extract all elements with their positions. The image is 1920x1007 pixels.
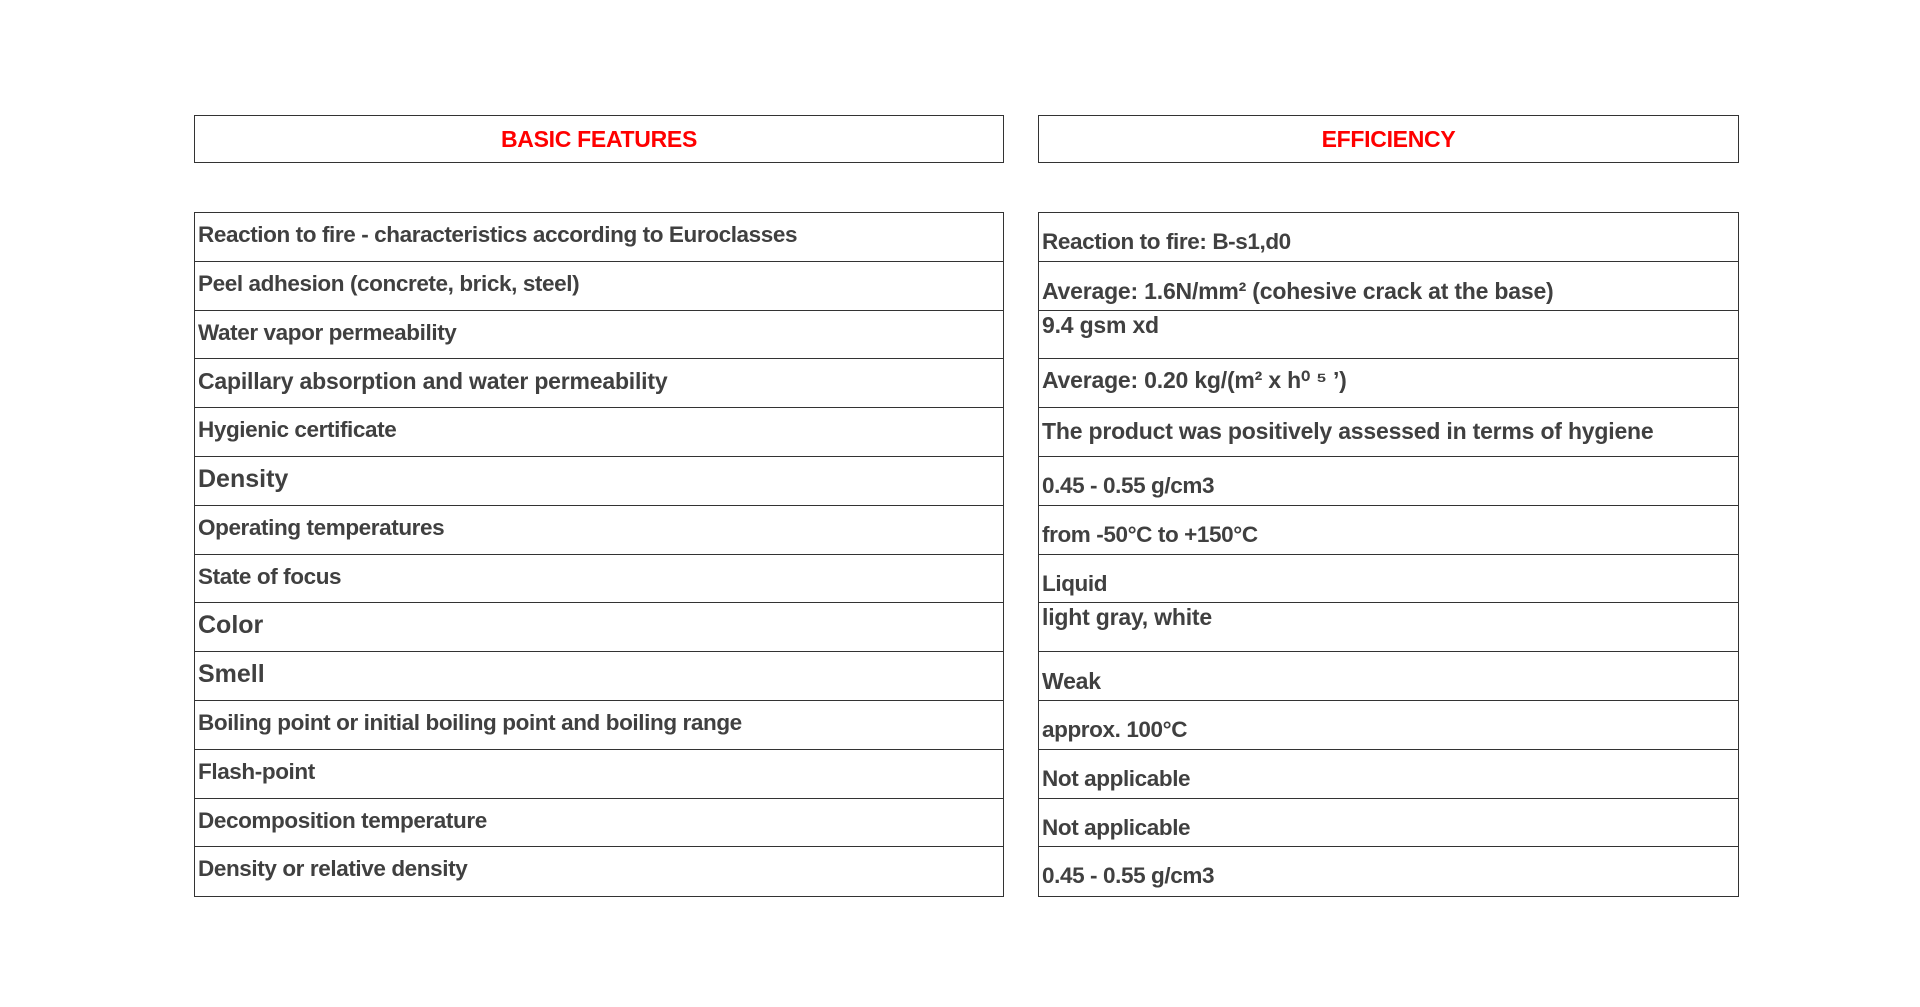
efficiency-row	[1039, 262, 1738, 311]
efficiency-row	[1039, 847, 1738, 896]
efficiency-row	[1039, 359, 1738, 408]
efficiency-cell: Average: 1.6N/mm² (cohesive crack at the base)	[1042, 277, 1554, 304]
feature-row	[195, 555, 1003, 604]
feature-cell: State of focus	[198, 563, 342, 589]
feature-row	[195, 213, 1003, 262]
efficiency-cell: Reaction to fire: B-s1,d0	[1042, 229, 1291, 254]
feature-cell: Capillary absorption and water permeability	[198, 368, 668, 395]
feature-row	[195, 603, 1003, 652]
efficiency-cell: 0.45 - 0.55 g/cm3	[1042, 863, 1215, 889]
feature-row	[195, 652, 1003, 701]
feature-cell: Boiling point or initial boiling point and boiling range	[198, 709, 742, 735]
efficiency-row	[1039, 701, 1738, 750]
feature-row	[195, 262, 1003, 311]
efficiency-row	[1039, 213, 1738, 262]
efficiency-row	[1039, 311, 1738, 360]
feature-row	[195, 408, 1003, 457]
feature-cell: Water vapor permeability	[198, 319, 457, 345]
feature-cell: Operating temperatures	[198, 514, 445, 540]
efficiency-cell: from -50°C to +150°C	[1042, 521, 1258, 547]
efficiency-row	[1039, 408, 1738, 457]
feature-cell: Color	[198, 611, 264, 640]
feature-cell: Hygienic certificate	[198, 417, 397, 443]
feature-row	[195, 799, 1003, 848]
efficiency-row	[1039, 555, 1738, 604]
basic-features-header	[194, 115, 1004, 163]
efficiency-cell: Liquid	[1042, 570, 1108, 596]
feature-cell: Density	[198, 464, 289, 493]
efficiency-cell: 0.45 - 0.55 g/cm3	[1042, 472, 1215, 498]
efficiency-cell: light gray, white	[1042, 604, 1212, 631]
efficiency-row	[1039, 603, 1738, 652]
feature-cell: Flash-point	[198, 758, 315, 784]
feature-cell: Decomposition temperature	[198, 807, 487, 833]
feature-cell: Smell	[198, 660, 265, 689]
feature-cell: Reaction to fire - characteristics according to Euroclasses	[198, 222, 798, 247]
efficiency-cell: 9.4 gsm xd	[1042, 311, 1159, 338]
efficiency-cell: Not applicable	[1042, 765, 1191, 791]
feature-row	[195, 359, 1003, 408]
basic-features-title: BASIC FEATURES	[501, 125, 697, 152]
efficiency-row	[1039, 750, 1738, 799]
efficiency-row	[1039, 457, 1738, 506]
features-table	[194, 212, 1004, 897]
feature-row	[195, 506, 1003, 555]
efficiency-header	[1038, 115, 1739, 163]
efficiency-cell: approx. 100°C	[1042, 716, 1188, 742]
feature-cell: Density or relative density	[198, 856, 468, 882]
feature-cell: Peel adhesion (concrete, brick, steel)	[198, 270, 580, 296]
efficiency-title: EFFICIENCY	[1321, 125, 1456, 152]
efficiency-row	[1039, 799, 1738, 848]
efficiency-row	[1039, 506, 1738, 555]
efficiency-row	[1039, 652, 1738, 701]
efficiency-table	[1038, 212, 1739, 897]
feature-row	[195, 847, 1003, 896]
feature-row	[195, 457, 1003, 506]
efficiency-cell: Not applicable	[1042, 814, 1191, 840]
efficiency-cell: Average: 0.20 kg/(m² x h⁰ ⁵ ʼ)	[1042, 367, 1347, 394]
feature-row	[195, 311, 1003, 360]
efficiency-cell: The product was positively assessed in terms of hygiene	[1042, 418, 1654, 445]
efficiency-cell: Weak	[1042, 668, 1101, 695]
feature-row	[195, 750, 1003, 799]
feature-row	[195, 701, 1003, 750]
